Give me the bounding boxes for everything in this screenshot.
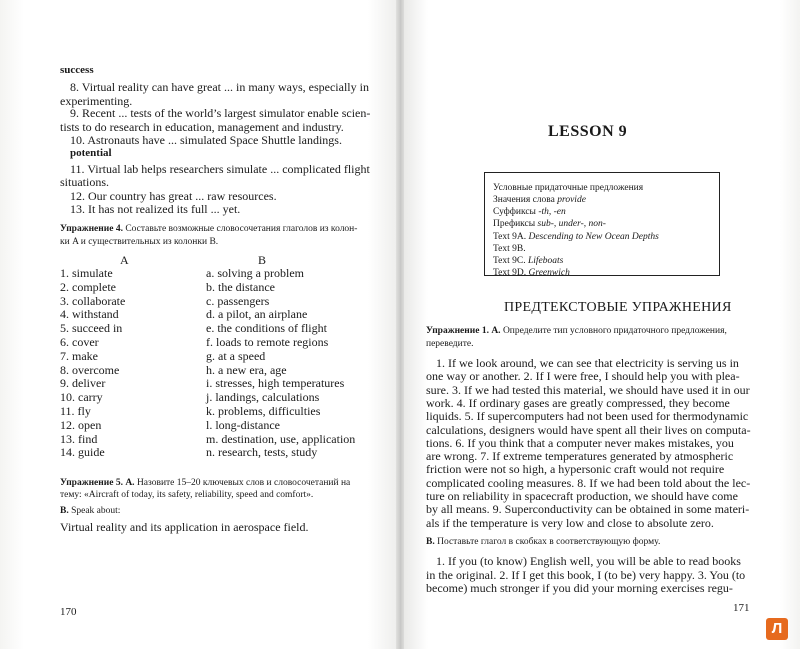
column-b-item: a. solving a problem — [206, 266, 304, 280]
exercise-1-text: Определите тип условного придаточного предложения, — [502, 326, 727, 336]
exercise-5b-text: Speak about: — [71, 506, 121, 516]
exercise-line: tists to do research in education, management and industry. — [60, 120, 344, 134]
column-a-item: 11. fly — [60, 404, 91, 418]
column-a-item: 6. cover — [60, 335, 99, 349]
exercise-line: 10. Astronauts have ... simulated Space Shuttle landings. — [70, 133, 342, 147]
contents-line: Префиксы sub-, under-, non- — [493, 219, 606, 229]
lesson-title: LESSON 9 — [548, 123, 628, 140]
page-number-left: 170 — [60, 606, 77, 618]
column-b-header: B — [258, 253, 267, 267]
contents-line: Значения слова provide — [493, 195, 586, 205]
column-b-item: j. landings, calculations — [206, 390, 320, 405]
column-b-item: e. the conditions of flight — [206, 321, 327, 336]
column-a-item: 3. collaborate — [60, 293, 126, 308]
column-a-header: A — [120, 253, 129, 267]
exercise-5-label: Упражнение 5. A. — [60, 478, 135, 488]
column-b-item: i. stresses, high temperatures — [206, 376, 345, 391]
column-b-item: f. loads to remote regions — [206, 335, 329, 349]
exercise-line: 12. Our country has great ... raw resources. — [70, 189, 277, 203]
exercise-line: 11. Virtual lab helps researchers simulate ... complicated flight — [70, 162, 370, 176]
column-a-item: 4. withstand — [60, 307, 119, 322]
exercise-1-line: liquids. 5. If supercomputers had not been used for thermodynamic — [426, 409, 749, 424]
exercise-1-instruction-line-1 — [426, 326, 727, 337]
exercise-5b-instruction — [60, 506, 120, 517]
exercise-1-line: one way or another. 2. If I were free, I should help you with plea- — [426, 369, 740, 384]
column-a-item: 10. carry — [60, 390, 103, 405]
column-b-item: n. research, tests, study — [206, 445, 318, 460]
success-heading: success — [60, 64, 94, 76]
exercise-1-line: friction were not so high, a hypersonic craft would not require — [426, 462, 725, 477]
column-a-item: 14. guide — [60, 445, 105, 460]
exercise-4-text: Составьте возможные словосочетания глаголов из колон- — [125, 224, 358, 234]
column-a-item: 12. open — [60, 417, 102, 432]
right-page — [400, 0, 800, 649]
book-gutter — [396, 0, 404, 649]
column-b-item: k. problems, difficulties — [206, 404, 321, 418]
publisher-logo-icon: Л — [766, 618, 788, 640]
exercise-1-instruction-line-2: переведите. — [426, 339, 474, 349]
contents-text-line: Text 9A. Descending to New Ocean Depths — [493, 232, 659, 242]
column-a-item: 5. succeed in — [60, 321, 123, 336]
column-a-item: 13. find — [60, 431, 98, 446]
column-b-item: g. at a speed — [206, 348, 266, 363]
exercise-4-instruction-line-1 — [60, 224, 357, 235]
column-b-item: m. destination, use, application — [206, 431, 356, 446]
exercise-line: 9. Recent ... tests of the world’s largest simulator enable scien- — [70, 106, 371, 120]
exercise-1-line: complicated cooling measures. 8. If we had been told about the lec- — [426, 475, 751, 490]
column-b-item: b. the distance — [206, 279, 275, 294]
exercise-1b-line: 1. If you (to know) English well, you will be able to read books — [436, 554, 741, 568]
contents-line: Суффиксы -th, -en — [493, 207, 566, 217]
column-a-item: 8. overcome — [60, 362, 120, 377]
exercise-line: experimenting. — [60, 94, 133, 108]
exercise-1-line: 1. If we look around, we can see that electricity is serving us in — [436, 356, 739, 370]
exercise-4-label: Упражнение 4. — [60, 224, 123, 234]
column-b-item: l. long-distance — [206, 417, 280, 432]
exercise-line: 13. It has not realized its full ... yet. — [70, 202, 241, 216]
exercise-1-line: sure. 3. If we had tested this material, we should have used it in our — [426, 382, 750, 397]
exercise-1-line: tions. 6. If you think that a computer never makes mistakes, you — [426, 435, 734, 450]
exercise-1-line: calculations, designers would have spent all their lives on computa- — [426, 422, 751, 437]
section-heading: ПРЕДТЕКСТОВЫЕ УПРАЖНЕНИЯ — [504, 300, 732, 315]
exercise-5-instruction-line-2: тему: «Aircraft of today, its safety, reliability, speed and comfort». — [60, 490, 314, 500]
exercise-1-label: Упражнение 1. A. — [426, 326, 501, 336]
contents-line: Условные придаточные предложения — [493, 183, 644, 193]
exercise-5-text: Назовите 15–20 ключевых слов и словосочетаний на — [136, 478, 351, 488]
exercise-line: situations. — [60, 175, 110, 189]
exercise-1-line: by all means. 9. Superconductivity can be obtained in some materi- — [426, 502, 750, 517]
potential-heading: potential — [70, 147, 112, 159]
column-a-item: 9. deliver — [60, 376, 106, 391]
exercise-1b-instruction — [426, 537, 660, 548]
exercise-1-line: ture on reliability in spacecraft production, we should have come — [426, 489, 738, 503]
contents-text-line: Text 9C. Lifeboats — [493, 256, 564, 266]
exercise-5-instruction-line-1 — [60, 478, 350, 489]
column-b-item: d. a pilot, an airplane — [206, 307, 308, 322]
exercise-1-line: als if the temperature is very low and close to absolute zero. — [426, 515, 714, 530]
column-a-item: 7. make — [60, 348, 98, 363]
exercise-1-line: are wrong. 7. If extreme temperatures generated by atmospheric — [426, 449, 734, 464]
exercise-1b-text: Поставьте глагол в скобках в соответствующую форму. — [437, 537, 661, 547]
page-number-right: 171 — [733, 602, 750, 614]
exercise-5b-label: B. — [60, 506, 69, 516]
exercise-1-line: work. 4. If ordinary gases are greatly compressed, they become — [426, 395, 730, 410]
exercise-4-instruction-line-2: ки A и существительных из колонки B. — [60, 237, 219, 247]
column-b-item: h. a new era, age — [206, 362, 287, 377]
exercise-1b-line: in the original. 2. If I get this book, I (to be) very happy. 3. You (to — [426, 567, 746, 582]
exercise-5b-topic: Virtual reality and its application in aerospace field. — [60, 520, 309, 534]
column-a-item: 2. complete — [60, 279, 116, 294]
contents-text-line: Text 9B. — [493, 244, 526, 254]
exercise-1b-label: B. — [426, 537, 435, 547]
exercise-line: 8. Virtual reality can have great ... in many ways, especially in — [70, 80, 369, 94]
contents-text-line: Text 9D. Greenwich — [493, 268, 570, 278]
column-b-item: c. passengers — [206, 293, 270, 308]
column-a-item: 1. simulate — [60, 266, 113, 280]
exercise-1b-line: become) much stronger if you did your morning exercises regu- — [426, 581, 733, 595]
